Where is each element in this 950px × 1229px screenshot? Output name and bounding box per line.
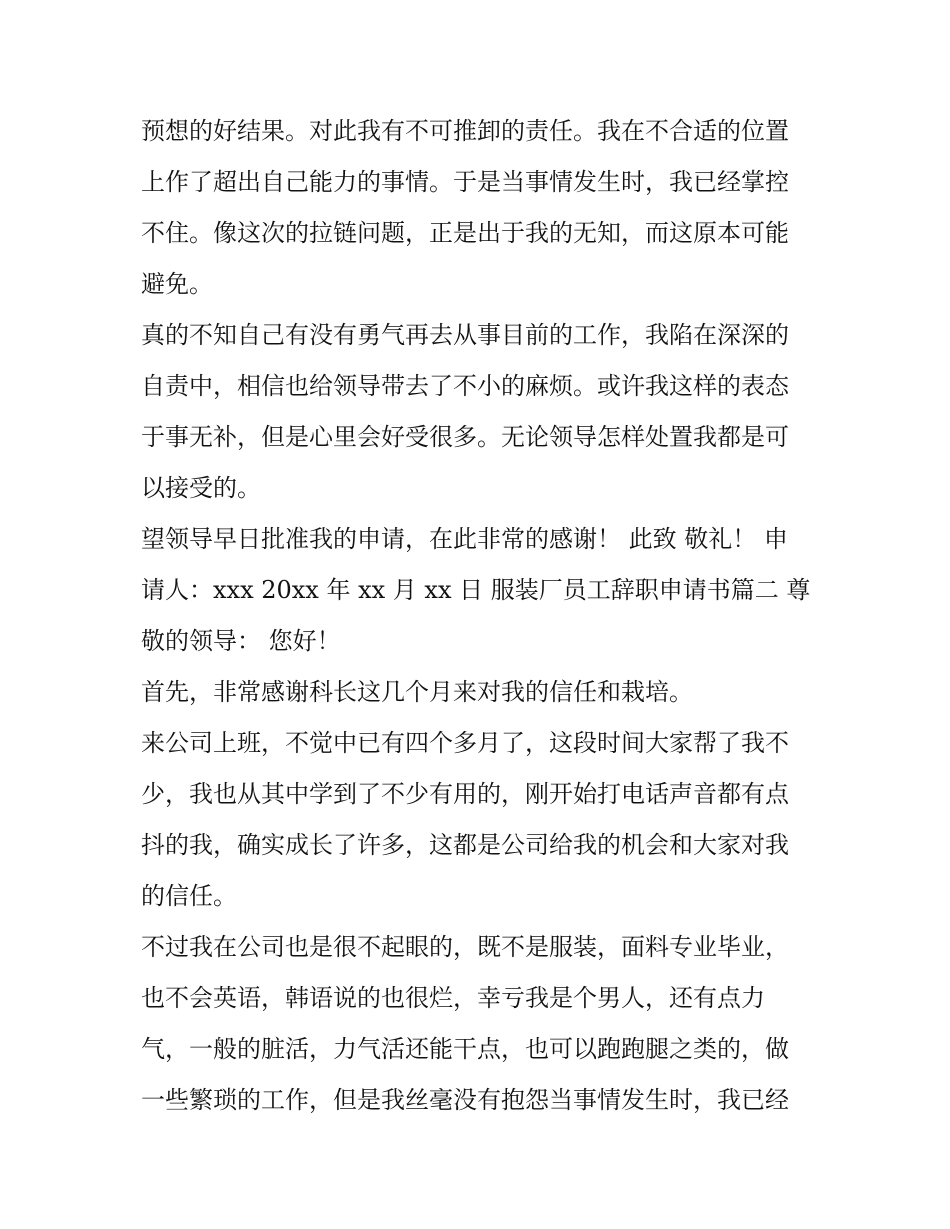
document-body: [141, 106, 811, 1126]
text-line: 真的不知自己有没有勇气再去从事目前的工作，我陷在深深的: [141, 321, 789, 349]
text-line: 望领导早日批准我的申请，在此非常的感谢！ 此致 敬礼！ 申: [141, 525, 788, 553]
text-line: 抖的我，确实成长了许多，这都是公司给我的机会和大家对我: [141, 831, 789, 859]
text-line: 以接受的。: [141, 474, 261, 502]
text-line: 上作了超出自己能力的事情。于是当事情发生时，我已经掌控: [141, 168, 789, 196]
text-line: 预想的好结果。对此我有不可推卸的责任。我在不合适的位置: [141, 117, 789, 145]
text-line: 于事无补，但是心里会好受很多。无论领导怎样处置我都是可: [141, 423, 789, 451]
text-line: 不过我在公司也是很不起眼的，既不是服装，面料专业毕业，: [141, 933, 789, 961]
text-line: 来公司上班，不觉中已有四个多月了，这段时间大家帮了我不: [141, 729, 789, 757]
text-line: 请人：xxx 20xx 年 xx 月 xx 日 服装厂员工辞职申请书篇二 尊: [141, 576, 811, 604]
text-line: 也不会英语，韩语说的也很烂，幸亏我是个男人，还有点力: [141, 984, 765, 1012]
text-line: 首先，非常感谢科长这几个月来对我的信任和栽培。: [141, 678, 693, 706]
text-line: 一些繁琐的工作，但是我丝毫没有抱怨当事情发生时，我已经: [141, 1086, 789, 1114]
text-line: 气，一般的脏活，力气活还能干点，也可以跑跑腿之类的，做: [141, 1035, 789, 1063]
text-line: 的信任。: [141, 882, 237, 910]
text-line: 少，我也从其中学到了不少有用的，刚开始打电话声音都有点: [141, 780, 789, 808]
text-line: 避免。: [141, 270, 213, 298]
text-line: 敬的领导： 您好！: [141, 627, 341, 655]
text-line: 不住。像这次的拉链问题，正是出于我的无知，而这原本可能: [141, 219, 789, 247]
text-line: 自责中，相信也给领导带去了不小的麻烦。或许我这样的表态: [141, 372, 789, 400]
